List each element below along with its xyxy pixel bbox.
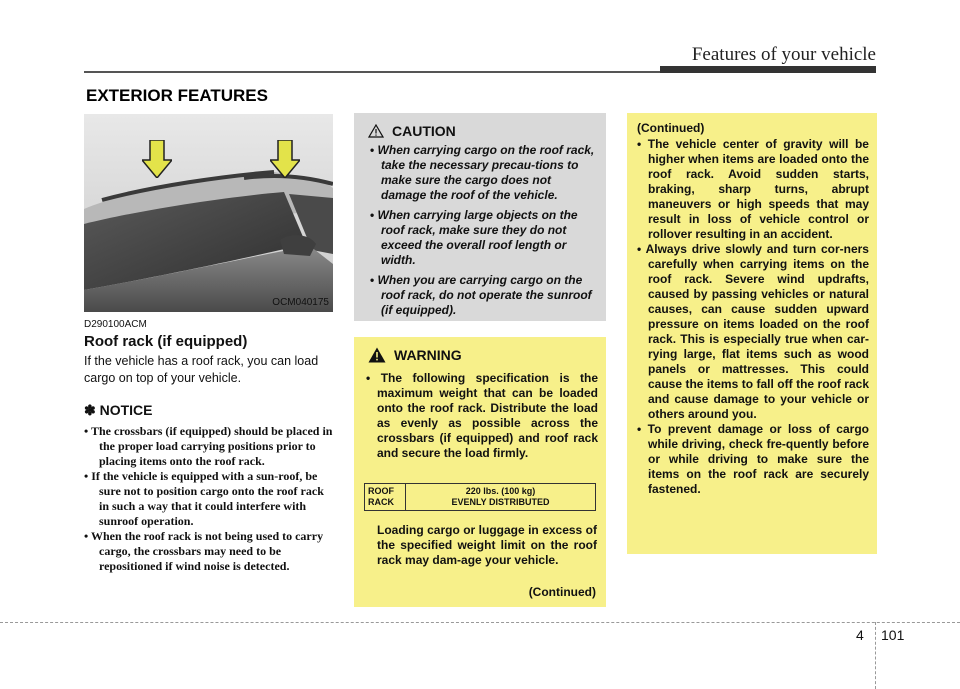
warning-header [368,347,462,363]
figure-code: OCM040175 [272,297,329,308]
section-title: EXTERIOR FEATURES [86,86,268,105]
warning-list [366,371,598,461]
notice-item: • If the vehicle is equipped with a sun-roof, be sure not to position cargo onto the roof rack in such a way that it could interfere with sunroof operation. [84,469,336,529]
right-arrow-icon [270,140,300,178]
continued-item: • To prevent damage or loss of cargo while driving, check fre-quently before or while driving to make sure the items on the roof rack are securely fastened. [637,422,869,497]
article-code: D290100ACM [84,319,147,330]
article-body: If the vehicle has a roof rack, you can load cargo on top of your vehicle. [84,354,319,385]
notice-list [84,424,336,574]
left-arrow-icon [142,140,172,178]
spec-key [365,484,406,511]
caution-box [354,113,606,321]
caution-item: • When you are carrying cargo on the roof rack, do not operate the sunroof (if equipped). [370,273,598,318]
notice-item: • When the roof rack is not being used to carry cargo, the crossbars may need to be repositioned if wind noise is detected. [84,529,336,574]
warning-item: • The following specification is the maximum weight that can be loaded onto the roof rack. Distribute the load as evenly as possible across the crossbars (if equipped) and roof rack and secure the load firmly. [366,371,598,461]
caution-item: • When carrying cargo on the roof rack, take the necessary precau-tions to make sure the cargo does not damage the roof of the vehicle. [370,143,598,203]
footer-divider [0,622,960,623]
caution-item: • When carrying large objects on the roof rack, make sure they do not exceed the overall roof length or width. [370,208,598,268]
chapter-number: 4 [856,627,864,643]
header-rule-accent [660,66,876,73]
footer-vertical-divider [875,622,876,689]
continued-item: • Always drive slowly and turn cor-ners carefully when carrying items on the roof rack. Severe wind updrafts, caused by passing vehicles or natural causes, can cause sudden upward pressure on items loaded on the roof rack. This is especially true when car-rying large, flat items such as wood panels or mattresses. This could cause the items to fall off the roof rack and cause damage to your vehicle or others around you. [637,242,869,422]
caution-title: CAUTION [392,123,456,139]
continued-warning-box [627,113,877,554]
caution-triangle-icon [368,124,384,138]
load-spec-table [364,483,596,511]
notice-title: ✽ NOTICE [84,402,153,418]
caution-header [368,123,456,139]
page-number: 101 [881,627,905,643]
spec-value-line: EVENLY DISTRIBUTED [451,497,550,507]
warning-after-table: Loading cargo or luggage in excess of the specified weight limit on the roof rack may dam-age your vehicle. [377,523,597,567]
continued-heading: (Continued) [637,121,705,135]
spec-row [365,484,596,511]
warning-title: WARNING [394,347,462,363]
roof-rack-photo [84,114,333,312]
spec-value-line: 220 lbs. (100 kg) [465,486,536,496]
warning-box [354,337,606,607]
caution-list [370,143,598,323]
spec-value [406,484,596,511]
warning-continued: (Continued) [528,585,596,599]
header-title: Features of your vehicle [691,44,876,65]
notice-item: • The crossbars (if equipped) should be placed in the proper load carrying positions prior to placing items onto the roof rack. [84,424,336,469]
spec-key-line: ROOF [368,486,394,496]
continued-item: • The vehicle center of gravity will be higher when items are loaded onto the roof rack. Avoid sudden starts, braking, sharp turns, abrupt maneuvers or high speeds that may result in loss of vehicle control or rollover resulting in an accident. [637,137,869,242]
article-heading: Roof rack (if equipped) [84,333,248,350]
spec-key-line: RACK [368,497,394,507]
continued-list [637,137,869,497]
warning-triangle-icon [368,347,386,363]
